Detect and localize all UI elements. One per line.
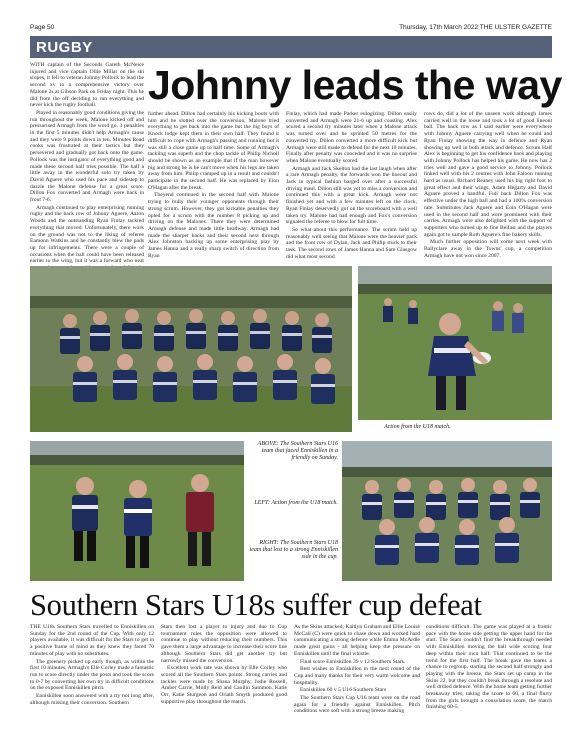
story2-col4 (426, 624, 552, 734)
story1-col2-para: Theyend continued in the second half with Malone trying to bully their younger opponents through their strong scrum. However, they got kickable penalties they opted for a scrum with the number 8 picking up and driving on the Malones. There they were determined Armagh defense and made little headway. Armagh had made the sharper backs and their second next through Alex Johnston backing up some enterprising play by James Hanna and a really sharp switch of direction from Ryan (148, 192, 279, 259)
story1-col4-para: rows do, did a lot of the unseen work although James carried well in the loose and took a lot of good lineout ball. The back row as I said earlier were everywhere with Johnny Aguere carrying well when he could and Ryan Finlay showing the way in defence and Ryan showing up well in both attack and defence. Scrum Half Alex is beginning to get his confidence back and playing with Johnny Pollock has helped his game. He now has 2 tries well and gave a good service to Johnny. Pollock linked well with his 2 centres with John Faloon running hard as usual. Richard Reaney used his big right foot to great effect and their wings, Adam Hegarty and David Aguere proved a handful. Full back Dillon Fox was effective under the high ball and had a 100% conversion rate. Substitutes Jack Aguere and Eoin O'Hagan were used in the second half and were prominent with their carries. Armagh were also delighted with the support of supporters who turned up to fine Belfast and the players again got to sample Ruth Aguere's fine bakery skills. (424, 111, 552, 238)
story1-col4-para: Much further opposition will come next week with Ballyclare away in the Towns' cup, a competition Armagh have not won since 2007. (424, 239, 552, 259)
caption-left: LEFT: Action from the U18 match. (254, 500, 338, 506)
photo-u16-team (30, 266, 352, 432)
caption-above: ABOVE: The Southern Stars U16 team that faced Enniskillen in a friendly on Sunday. (257, 441, 338, 462)
caption-right: RIGHT: The Southern Stars U18 team that lost to a strong Enniskillen side in the cup. (249, 540, 338, 561)
photo-u18-action-1 (358, 266, 552, 420)
caption-u18-action: Action from the U18 match. (384, 424, 451, 430)
story2-col1 (30, 624, 154, 734)
headline-story1: Johnny leads the way (148, 62, 562, 108)
story2-col2 (161, 624, 287, 734)
story2-col3-para: As the Skins attacked, Kaitlyn Graham and Ellie Louise McCall (C) were quick to chase down and worked hard communicating a strong defence while Emma McArdle made great gains - all helping keep the pressure on Enniskillen until the final whistle. (294, 624, 420, 657)
story1-col1-para: Armagh continued to play enterprising running rugby and the back row of Johnny Aguere, Aaron Woods and the outstanding Ryan Finlay tackled everything that moved. Unfortunately, there work on the ground was not to the liking of referee Eamonn Watkins and he constantly blew the pads up for infringements. There were a couple of occasions when the ball could have been released earlier to the wing, but it was a forward who neat (30, 204, 144, 265)
story1-col4 (424, 111, 552, 262)
story2-col2-para: Stars then lost a player to injury and due to Cup tournament rules the opposition were allowed to continue to play without reducing their numbers. This gave them a large advantage to increase their score line although Southern Stars did get another try but narrowly missed the conversion. (161, 624, 287, 664)
story1-col3-para: Finlay, which had made Parker eulogizing. Dillon easily converted and Armagh were 21-6 up and coasting. Alex scored a second try minutes later when a Malone attack was turned over and he sprinted 50 metres for the converted try. Dillon converted a more difficult kick but Armagh were still made to defend for the next 10 minutes. Finally after penalty was conceded and it was no surprise when Malone eventually scored. (286, 111, 417, 164)
story2-col3 (294, 624, 420, 734)
story2-col1-para: Enniskillen soon answered with a try not long after, although missing their conversion. Southern (30, 693, 154, 706)
story2-col1-para: THE U18s Southern Stars travelled to Enniskillen on Sunday for the 2nd round of the Cup. With only 12 players available, it was difficult for the Stars to get in a positive frame of mind as they knew they faced 70 minutes of play with no substitutes. (30, 624, 154, 657)
page-header (30, 22, 552, 34)
story2-col1-para: The greenery picked up early though, as within the first 10 minutes, Armagh's Elle Corley made a fantastic run to score directly under the posts and took the score to 0-7 by converting her own try in difficult conditions on the exposed Enniskillen pitch. (30, 658, 154, 692)
story2-col3-para: The Southern Stars Cup U16 team were on the road again for a friendly against Enniskillen. Pitch conditions were soft with a strong breeze making (294, 695, 420, 715)
page-number: Page 50 (30, 24, 55, 31)
photo-u18-action-2 (30, 441, 244, 581)
photo-u18-team (342, 441, 552, 581)
story1-col2-para: further ahead. Dillon had certainly his kicking boots with him and he slotted over the conversion. Malone tried everything to get back into the game but the big boys of Knock lodge kept them in their own half. They found it difficult to cope with Armagh's passing and running but it was still a close game up to half time. Some of Armagh's tackling was superb and the chop tackle of Philip Nicholl should be shown as an example that if the man however big and strong he is he can't move when his legs are taken away from him. Philip cramped up in a result and couldn't participate in the second half. He was replaced by Eion O'Hagan after the break. (148, 111, 279, 191)
story1-col1-para: WITH captain of the Seconds Gareth McNeice injured and vice captain Ollie Millar on the ski slopes, it fell to veteran Johnny Pollock to lead the second xv to a comprehensive victory over Malone 2s at Gibson Park on Friday night. This he did from the off deciding to run everything and never kick the rugby football. (30, 62, 144, 109)
section-title: RUGBY (36, 39, 93, 56)
story2-col3-para: Final score Enniskillen 39 v 12 Southern Stars. (300, 658, 406, 665)
story1-col1 (30, 62, 144, 265)
headline-story2: Southern Stars U18s suffer cup defeat (30, 588, 482, 622)
story2-col3-para: Best wishes to Enniskillen in the next round of the Cup and many thanks for their very warm welcome and hospitality. (294, 666, 420, 686)
story2-col3-para: Enniskillen 60 v 5 U16 Southern Stars (300, 687, 387, 694)
publication-date: Thursday, 17th March 2022 THE ULSTER GAZETTE (399, 24, 552, 31)
story1-col2 (148, 111, 279, 262)
story1-col3-para: Armagh and Jack Skelton had the last laugh when after a rare Armagh penalty, the forwards won the lineout and Jack in typical fashion barged over after a successful driving maul. Dillon still was yet to miss a conversion and continued this with a great kick. Armagh were not finished yet and with a few minutes left on the clock, Ryan Finlay deservedly got on the scoreboard with a well taken try. Malone had had enough and Fox's conversion signaled the referee to blow for full time. (286, 165, 417, 226)
story1-col3 (286, 111, 417, 262)
story1-col1-para: Played in reasonably good conditions giving the run throughout the week, Malone kicked off and pressurised Armagh from the word go. 3 penalties in the first 5 minutes didn't help Armagh's cause and they were 9 points down in ten. Minutes Read cooks was frustrated at their tactics but they persevered and gradually got back onto the game. Pollock was the instigator of everything good and made these second half tries possible. The half a little away in the wonderful solo try taken by David Aguere who used his pace and sidestep to dazzle the Malone defense for a great score. Dillon Fox converted and Armagh were back in front 7-6. (30, 109, 144, 204)
section-banner (30, 36, 552, 58)
story2-col4-para: conditions difficult. The game was played at a frantic pace with the home side getting the upper hand for the start. The Stars couldn't find the breakthrough needed with Enniskillen moving the ball wide scoring four deep within their own half. That continued to be the trend for the first half. The break gave the teams a chance to regroup, starting the second half strongly and playing with the breeze, the Stars set up camp in the Skins 22, but they couldn't break through a resolute and well drilled defence. With the home team getting further breakaway tries, taking the score to 60, a final flurry from the girls brought a consolation score, the match finishing 60-5. (426, 624, 552, 711)
story1-col3-para: So what about this performance. The scrum held up reasonably well seeing that Malone were the heavier pack and the front row of Dylan, Jack and Philip stuck to their task. The second rows of James Hanna and Sam Glasgow did what most second (286, 226, 417, 260)
story2-col2-para: Excellent work rate was shown by Elle Corley who scored all the Southern Stars points. Strong carries and tackles were made by Shana Murphy, Jodie Russell, Amber Carrie, Molly Reid and Caoilin Sammon. Katie Orr, Katie Sturgeon and Oriath Smyth produced good supportive play throughout the match. (161, 665, 287, 705)
